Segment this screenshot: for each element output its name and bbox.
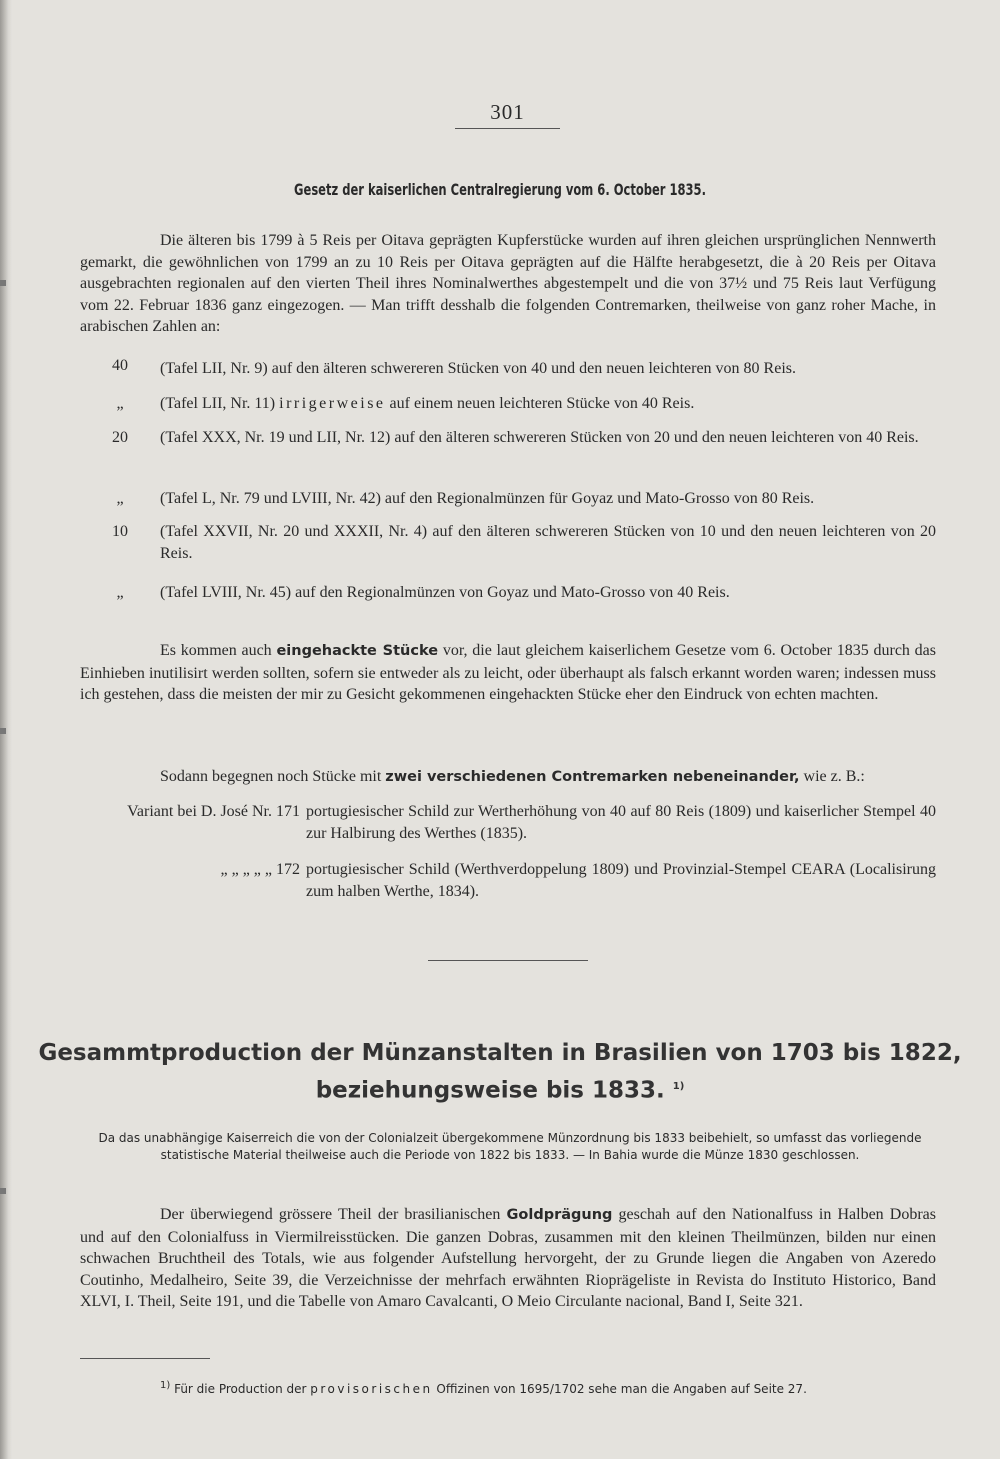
variant-label: „ „ „ „ „ 172 — [220, 861, 300, 878]
binding-mark — [0, 728, 6, 734]
page-number: 301 — [490, 100, 525, 124]
paragraph-text: Es kommen auch — [160, 642, 277, 659]
binding-mark — [0, 1188, 6, 1194]
footnote-rule — [80, 1358, 210, 1359]
variant-label: Variant bei D. José Nr. 171 — [127, 803, 300, 820]
emphasis-bold: Goldprägung — [506, 1207, 613, 1223]
countermark-description: (Tafel LVIII, Nr. 45) auf den Regionalmünzen von Goyaz und Mato-Grosso von 40 Reis. — [160, 584, 730, 601]
footnote-reference: 1) — [672, 1081, 685, 1092]
countermark-value: 10 — [112, 523, 128, 540]
section-heading-line2 — [0, 1070, 1000, 1108]
footnote-mark: 1) — [160, 1380, 171, 1391]
paragraph-text: Der überwiegend grössere Theil der brasilianischen — [160, 1206, 507, 1223]
paragraph-text: vor, die laut gleichem kaiserlichem Gesetze vom 6. October 1835 durch das Einhieben inutilisirt werden sollten, sofern sie entweder als zu leicht, oder überhaupt als falsch erkannt worden waren; indessen muss ich gestehen, dass die meisten der mir zu Gesicht gekommenen eingehackten Stücke eher den Eindruck von echten machten. — [80, 642, 936, 703]
emphasis-bold: zwei verschiedenen Contremarken nebeneinander, — [385, 769, 800, 785]
variant-description: portugiesischer Schild zur Wertherhöhung von 40 auf 80 Reis (1809) und kaiserlicher Stempel 40 zur Halbirung des Werthes (1835). — [306, 803, 936, 842]
countermark-description: (Tafel LII, Nr. 9) auf den älteren schwereren Stücken von 40 und den neuen leichteren von 80 Reis. — [160, 360, 796, 377]
countermark-description: (Tafel XXVII, Nr. 20 und XXXII, Nr. 4) auf den älteren schwereren Stücken von 10 und den neuen leichteren von 20 Reis. — [160, 523, 936, 562]
countermark-value: 20 — [112, 429, 128, 446]
page-number-rule — [455, 128, 560, 129]
footnote-text: Offizinen von 1695/1702 sehe man die Angaben auf Seite 27. — [432, 1382, 807, 1396]
double-countermark-paragraph — [80, 766, 936, 789]
countermark-description — [160, 393, 936, 415]
intro-paragraph: Die älteren bis 1799 à 5 Reis per Oitava geprägten Kupferstücke wurden auf ihren gleichen ursprünglichen Nennwerth gemarkt, die gewöhnlichen von 1799 an zu 10 Reis per Oitava geprägten auf die Hälfte herabgesetzt, die à 20 Reis per Oitava ausgebrachten regionalen auf den vierten Theil ihres Nominalwerthes abgestempelt und die von 37½ und 75 Reis laut Verfügung vom 22. Februar 1836 ganz eingezogen. — Man trifft desshalb die folgenden Contremarken, theilweise von ganz roher Mache, in arabischen Zahlen an: — [80, 232, 936, 335]
countermark-description: (Tafel XXX, Nr. 19 und LII, Nr. 12) auf den älteren schwereren Stücken von 20 und den neuen leichteren von 40 Reis. — [160, 429, 919, 446]
section-divider — [428, 960, 588, 961]
paragraph-text: wie z. B.: — [799, 768, 865, 785]
countermark-value: „ — [116, 584, 124, 601]
hacked-pieces-paragraph — [80, 640, 936, 706]
variant-description: portugiesischer Schild (Werthverdoppelung 1809) und Provinzial-Stempel CEARA (Localisirung zum halben Werthe, 1834). — [306, 861, 936, 900]
countermark-description: (Tafel L, Nr. 79 und LVIII, Nr. 42) auf den Regionalmünzen für Goyaz und Mato-Grosso von 80 Reis. — [160, 490, 815, 507]
emphasis-spaced: provisorischen — [310, 1382, 433, 1396]
paragraph-text: Sodann begegnen noch Stücke mit — [160, 768, 386, 785]
footnote — [160, 1380, 936, 1396]
countermark-value: „ — [116, 395, 124, 412]
paragraph-text: geschah auf den Nationalfuss in Halben Dobras und auf den Colonialfuss in Viermilreisstücken. Die ganzen Dobras, zusammen mit den kleinen Theilmünzen, bilden nur einen schwachen Bruchtheil des Totals, wie aus folgender Aufstellung hervorgeht, der zu Grunde liegen die Angaben von Azeredo Coutinho, Medalheiro, Seite 39, die Verzeichnisse der mehrfach erwähnten Rioprägeliste in Revista do Instituto Historico, Band XLVI, I. Theil, Seite 191, und die Tabelle von Amaro Cavalcanti, O Meio Circulante nacional, Band I, Seite 321. — [80, 1206, 937, 1310]
binding-mark — [0, 280, 6, 286]
section-heading-line1: Gesammtproduction der Münzanstalten in Brasilien von 1703 bis 1822, — [38, 1040, 962, 1066]
emphasis-bold: eingehackte Stücke — [276, 643, 439, 659]
countermark-text: (Tafel LII, Nr. 11) — [160, 395, 280, 412]
statistics-note: Da das unabhängige Kaiserreich die von der Colonialzeit übergekommene Münzordnung bis 1833 beibehielt, so umfasst das vorliegende statistische Material theilweise auch die Periode von 1822 bis 1833. — In Bahia wurde die Münze 1830 geschlossen. — [98, 1131, 922, 1162]
law-heading: Gesetz der kaiserlichen Centralregierung vom 6. October 1835. — [294, 180, 706, 199]
countermark-value: 40 — [112, 357, 128, 374]
emphasis-spaced: irrigerweise — [279, 395, 386, 412]
countermark-text: auf einem neuen leichteren Stücke von 40 Reis. — [385, 395, 695, 412]
section-heading-text: beziehungsweise bis 1833. — [315, 1077, 665, 1104]
countermark-value: „ — [116, 490, 124, 507]
footnote-text: Für die Production der — [170, 1382, 311, 1396]
gold-coinage-paragraph — [80, 1204, 936, 1313]
